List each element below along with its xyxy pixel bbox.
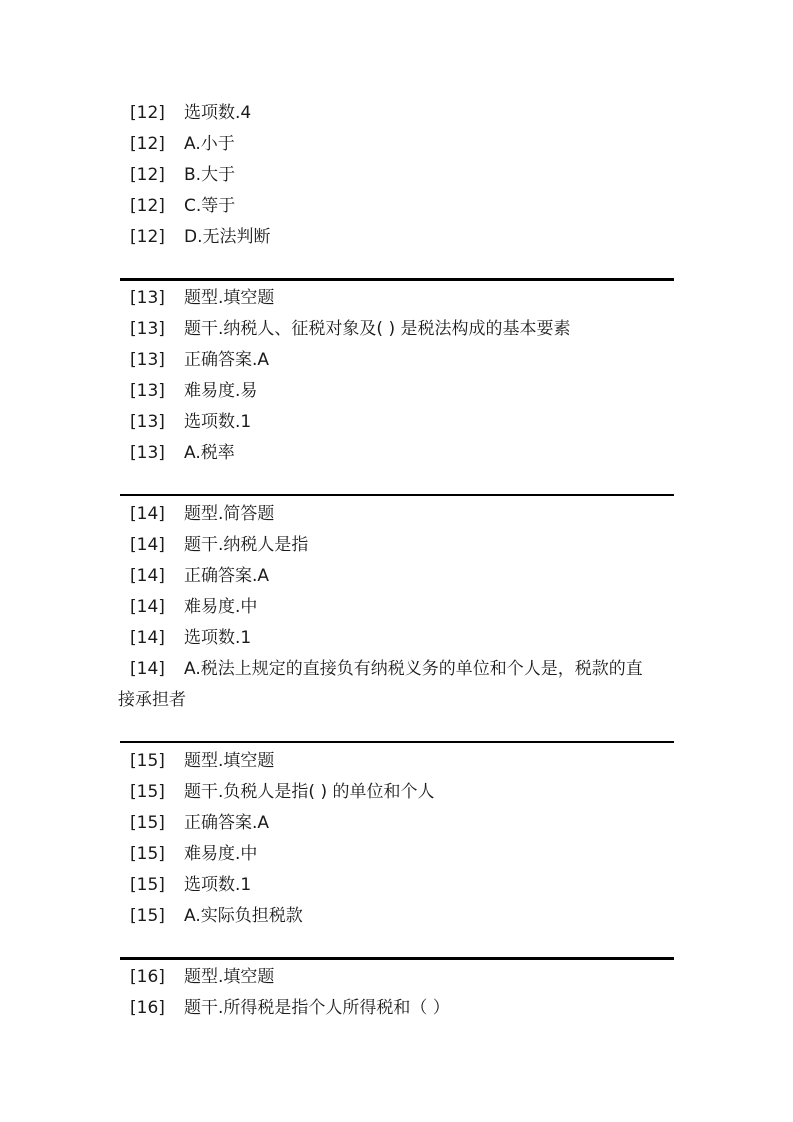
question-number: [12]	[130, 103, 165, 123]
line-text: C.等于	[184, 196, 236, 216]
question-number: [14]	[130, 659, 165, 679]
question-line	[130, 997, 690, 1019]
question-line	[130, 596, 690, 618]
question-line	[130, 102, 690, 124]
line-text: D.无法判断	[184, 227, 271, 247]
line-text: 题型.填空题	[184, 967, 275, 987]
question-number: [16]	[130, 998, 165, 1018]
line-text: 选项数.1	[184, 628, 252, 648]
line-text: 难易度.易	[184, 381, 258, 401]
line-text: A.实际负担税款	[184, 906, 303, 926]
question-line	[130, 442, 690, 464]
question-number: [12]	[130, 196, 165, 216]
line-text: 难易度.中	[184, 597, 258, 617]
separator-rule	[120, 278, 674, 281]
line-text: A.税法上规定的直接负有纳税义务的单位和个人是，税款的直	[184, 659, 643, 679]
question-number: [15]	[130, 875, 165, 895]
question-number: [12]	[130, 165, 165, 185]
question-number: [13]	[130, 443, 165, 463]
question-line	[130, 503, 690, 525]
question-number: [13]	[130, 350, 165, 370]
question-number: [14]	[130, 566, 165, 586]
question-line	[130, 874, 690, 896]
question-line	[130, 380, 690, 402]
question-line	[130, 318, 690, 340]
question-line	[130, 812, 690, 834]
question-number: [13]	[130, 381, 165, 401]
line-text: 题型.填空题	[184, 751, 275, 771]
question-number: [15]	[130, 906, 165, 926]
question-line	[130, 226, 690, 248]
line-text: B.大于	[184, 165, 236, 185]
line-text: 难易度.中	[184, 844, 258, 864]
separator-rule	[120, 494, 674, 496]
question-number: [14]	[130, 535, 165, 555]
question-line	[130, 658, 690, 680]
question-number: [15]	[130, 782, 165, 802]
line-text: 题干.纳税人是指	[184, 535, 309, 555]
question-number: [13]	[130, 412, 165, 432]
question-line	[130, 627, 690, 649]
line-text: 题型.简答题	[184, 504, 275, 524]
question-line	[130, 966, 690, 988]
question-number: [16]	[130, 967, 165, 987]
question-line	[130, 287, 690, 309]
line-text: 题干.负税人是指( ) 的单位和个人	[184, 782, 435, 802]
question-number: [15]	[130, 813, 165, 833]
question-line	[130, 164, 690, 186]
line-text: A.小于	[184, 134, 235, 154]
line-text: 题干.纳税人、征税对象及( ) 是税法构成的基本要素	[184, 319, 571, 339]
line-text: 正确答案.A	[184, 350, 270, 370]
question-line	[130, 534, 690, 556]
question-number: [14]	[130, 628, 165, 648]
question-line	[130, 843, 690, 865]
line-text: 选项数.4	[184, 103, 252, 123]
line-continuation: 接承担者	[118, 690, 186, 710]
question-line	[130, 565, 690, 587]
question-number: [13]	[130, 319, 165, 339]
line-text: 选项数.1	[184, 875, 252, 895]
question-number: [14]	[130, 504, 165, 524]
line-text: 选项数.1	[184, 412, 252, 432]
question-number: [15]	[130, 751, 165, 771]
question-line	[130, 411, 690, 433]
question-line	[130, 133, 690, 155]
line-text: 正确答案.A	[184, 566, 270, 586]
separator-rule	[120, 741, 674, 743]
question-line	[130, 781, 690, 803]
question-line	[130, 905, 690, 927]
question-line	[130, 750, 690, 772]
line-text: 正确答案.A	[184, 813, 270, 833]
question-number: [12]	[130, 134, 165, 154]
separator-rule	[120, 957, 674, 960]
question-number: [15]	[130, 844, 165, 864]
line-text: 题干.所得税是指个人所得税和（ ）	[184, 998, 450, 1018]
line-text: A.税率	[184, 443, 235, 463]
question-line	[130, 195, 690, 217]
line-text: 题型.填空题	[184, 288, 275, 308]
question-number: [12]	[130, 227, 165, 247]
question-line	[130, 349, 690, 371]
question-number: [14]	[130, 597, 165, 617]
question-number: [13]	[130, 288, 165, 308]
